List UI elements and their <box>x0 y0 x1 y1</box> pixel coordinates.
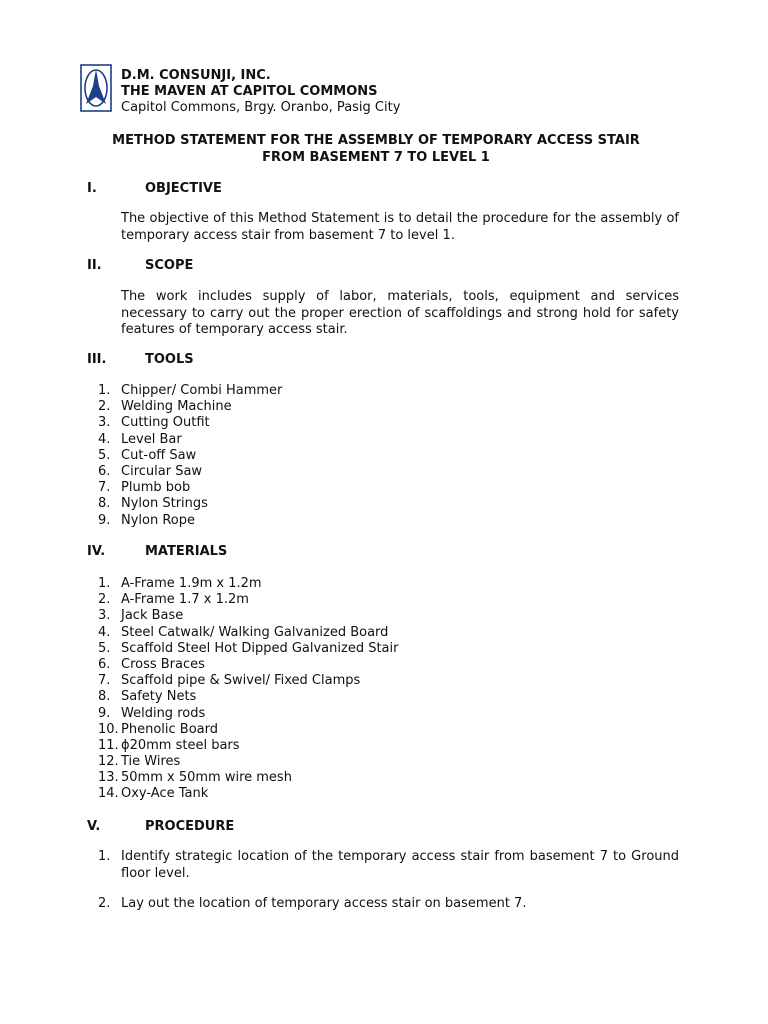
list-item <box>98 448 282 464</box>
list-item-text: Level Bar <box>121 431 182 447</box>
list-item-text: Welding rods <box>121 705 206 721</box>
list-item-number: 5. <box>98 447 111 463</box>
procedure-step <box>98 849 679 882</box>
list-item-text: 50mm x 50mm wire mesh <box>121 770 292 786</box>
list-item-text: Oxy-Ace Tank <box>121 786 209 802</box>
list-item-text: Steel Catwalk/ Walking Galvanized Board <box>121 624 389 640</box>
list-item <box>98 754 398 770</box>
list-item-number: 5. <box>98 640 111 656</box>
project-name: THE MAVEN AT CAPITOL COMMONS <box>121 84 378 100</box>
list-item <box>98 673 398 689</box>
list-item <box>98 576 398 592</box>
list-item <box>98 432 282 448</box>
list-item-text: Circular Saw <box>121 463 203 479</box>
list-item <box>98 464 282 480</box>
list-item-number: 4. <box>98 624 111 640</box>
list-item-text: Nylon Strings <box>121 496 208 512</box>
section-number: III. <box>87 352 107 367</box>
list-item-number: 6. <box>98 463 111 479</box>
company-header <box>121 68 400 117</box>
list-item <box>98 722 398 738</box>
list-item-text: Cut-off Saw <box>121 447 197 463</box>
step-number: 2. <box>98 896 111 911</box>
list-item <box>98 641 398 657</box>
list-item-text: Tie Wires <box>121 754 181 770</box>
section-number: II. <box>87 258 102 273</box>
section-number: I. <box>87 181 97 196</box>
list-item-text: Scaffold pipe & Swivel/ Fixed Clamps <box>121 673 361 689</box>
list-item-text: Cross Braces <box>121 656 205 672</box>
list-item <box>98 706 398 722</box>
list-item-number: 3. <box>98 415 111 431</box>
list-item-number: 2. <box>98 592 111 608</box>
company-logo-icon <box>80 64 112 112</box>
list-item-number: 12. <box>98 754 119 770</box>
list-item-number: 9. <box>98 705 111 721</box>
list-item <box>98 513 282 529</box>
section-number: V. <box>87 819 101 834</box>
list-item-number: 11. <box>98 737 119 753</box>
materials-list <box>98 576 398 803</box>
scope-text: The work includes supply of labor, materials, tools, equipment and services necessary to carry out the proper erection of scaffoldings and strong hold for safety features of temporary access stair. <box>121 289 679 337</box>
list-item <box>98 770 398 786</box>
list-item-text: Welding Machine <box>121 399 232 415</box>
list-item-number: 3. <box>98 608 111 624</box>
list-item-text: A-Frame 1.9m x 1.2m <box>121 576 262 591</box>
list-item <box>98 592 398 608</box>
section-title: OBJECTIVE <box>145 181 222 196</box>
section-title: TOOLS <box>145 352 194 367</box>
procedure-step <box>98 896 679 913</box>
list-item-text: Safety Nets <box>121 689 197 705</box>
project-address: Capitol Commons, Brgy. Oranbo, Pasig City <box>121 100 401 116</box>
list-item-number: 8. <box>98 496 111 512</box>
list-item <box>98 625 398 641</box>
title-line-1: METHOD STATEMENT FOR THE ASSEMBLY OF TEMPORARY ACCESS STAIR <box>112 133 640 148</box>
list-item-number: 13. <box>98 770 119 786</box>
section-title: SCOPE <box>145 258 194 273</box>
step-text: Identify strategic location of the temporary access stair from basement 7 to Ground floor level. <box>121 849 679 881</box>
list-item-number: 9. <box>98 512 111 528</box>
list-item <box>98 399 282 415</box>
list-item <box>98 415 282 431</box>
list-item-text: Scaffold Steel Hot Dipped Galvanized Stair <box>121 640 399 656</box>
list-item <box>98 786 398 802</box>
list-item-text: Phenolic Board <box>121 721 218 737</box>
document-title <box>86 132 666 166</box>
list-item-number: 10. <box>98 721 119 737</box>
list-item-number: 7. <box>98 480 111 496</box>
objective-text: The objective of this Method Statement is to detail the procedure for the assembly of temporary access stair from basement 7 to level 1. <box>121 211 679 243</box>
list-item-text: Cutting Outfit <box>121 415 210 431</box>
list-item <box>98 608 398 624</box>
tools-list <box>98 383 282 529</box>
list-item-text: ϕ20mm steel bars <box>121 737 240 753</box>
list-item-text: Plumb bob <box>121 480 191 496</box>
list-item-text: A-Frame 1.7 x 1.2m <box>121 592 249 608</box>
step-number: 1. <box>98 849 111 864</box>
company-name: D.M. CONSUNJI, INC. <box>121 68 271 83</box>
list-item-number: 1. <box>98 383 111 398</box>
section-title: PROCEDURE <box>145 819 235 834</box>
list-item <box>98 480 282 496</box>
list-item-text: Jack Base <box>121 608 184 624</box>
title-line-2: FROM BASEMENT 7 TO LEVEL 1 <box>262 150 490 165</box>
list-item <box>98 657 398 673</box>
step-text: Lay out the location of temporary access stair on basement 7. <box>121 896 527 911</box>
list-item <box>98 689 398 705</box>
list-item-text: Chipper/ Combi Hammer <box>121 383 283 398</box>
list-item-number: 7. <box>98 673 111 689</box>
list-item-number: 8. <box>98 689 111 705</box>
list-item-text: Nylon Rope <box>121 512 196 528</box>
section-number: IV. <box>87 544 106 559</box>
list-item-number: 14. <box>98 786 119 802</box>
list-item-number: 1. <box>98 576 111 591</box>
list-item-number: 4. <box>98 431 111 447</box>
list-item-number: 6. <box>98 656 111 672</box>
list-item <box>98 383 282 399</box>
list-item <box>98 496 282 512</box>
section-title: MATERIALS <box>145 544 228 559</box>
list-item <box>98 738 398 754</box>
list-item-number: 2. <box>98 399 111 415</box>
